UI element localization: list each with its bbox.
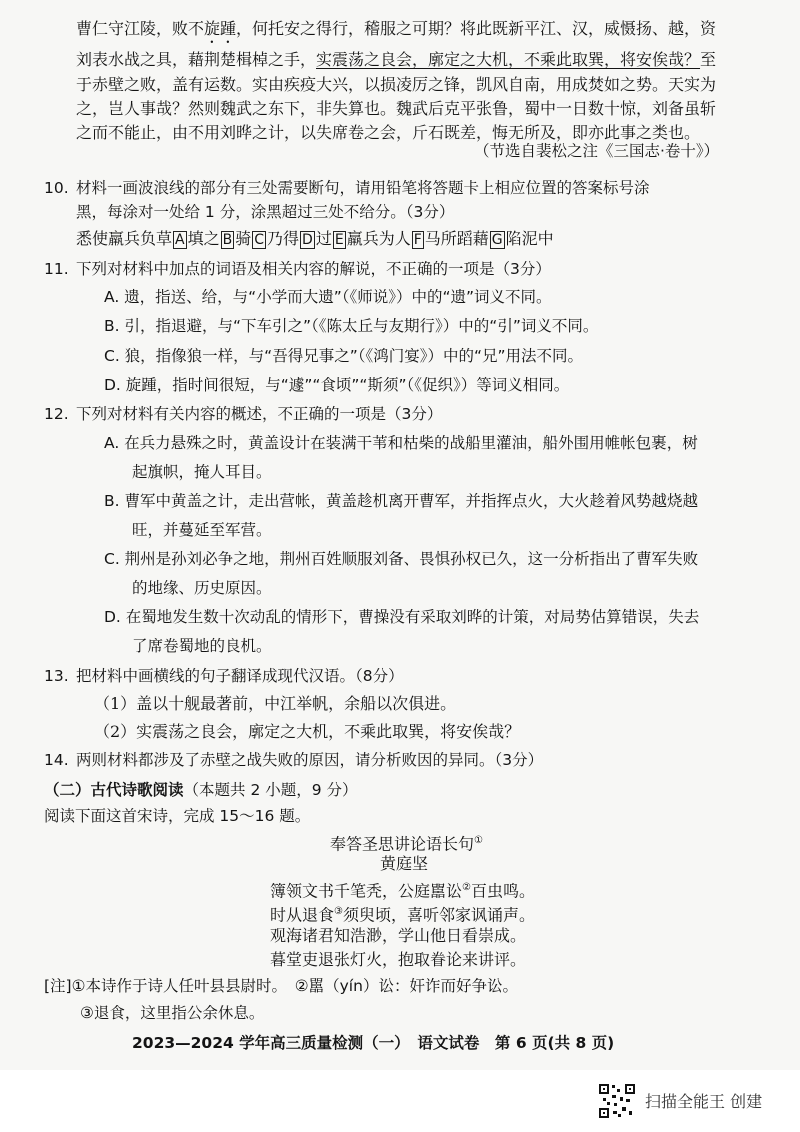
footnote-marker: ② xyxy=(462,882,471,893)
q10-sentence xyxy=(76,228,554,250)
poem-note-2: ③退食，这里指公余休息。 xyxy=(80,1004,265,1022)
poem-title xyxy=(330,830,483,855)
section-title: （二）古代诗歌阅读 xyxy=(44,781,184,799)
q13-sentence-1: （1）盖以十舰最著前，中江举帆，余船以次俱进。 xyxy=(94,694,457,713)
poetry-intro: 阅读下面这首宋诗，完成 15～16 题。 xyxy=(44,807,311,825)
q10-stem-line-1: 材料一画波浪线的部分有三处需要断句，请用铅笔将答题卡上相应位置的答案标号涂 xyxy=(76,179,650,197)
break-marker-g: G xyxy=(491,232,503,248)
segment: 乃得 xyxy=(267,229,300,248)
segment: 悉使羸兵负草 xyxy=(76,229,173,248)
poem-text: 簿领文书千笔秃，公庭嚚讼 xyxy=(270,881,463,901)
passage-line-1 xyxy=(76,18,716,47)
poem-note-1: [注]①本诗作于诗人任叶县县尉时。 ②嚚（yín）讼：奸诈而好争讼。 xyxy=(44,977,518,995)
q12-option-d-line-1: D. 在蜀地发生数十次动乱的情形下，曹操没有采取刘晔的计策，对局势估算错误，失去 xyxy=(104,608,700,626)
q12-option-b-line-1: B. 曹军中黄盖之计，走出营帐，黄盖趁机离开曹军，并指挥点火，大火趁着风势越烧越 xyxy=(104,492,698,510)
passage-line-5: 之而不能止，由不用刘晔之计，以失席卷之会，斤石既差，悔无所及，即亦此事之类也。 xyxy=(76,123,701,142)
q11-option-d: D. 旋踵，指时间很短，与“遽”“食顷”“斯须”（《促织》）等词义相同。 xyxy=(104,376,570,394)
passage-text: ，何托安之得行，稽服之可期？将此既新平江、汉，威慑扬、越，资 xyxy=(236,19,717,38)
page-footer: 2023—2024 学年高三质量检测（一） 语文试卷 第 6 页(共 8 页) xyxy=(132,1034,615,1052)
q13-number: 13. xyxy=(44,667,69,685)
passage-text: 曹仁守江陵，败不 xyxy=(76,19,205,38)
segment: 填之 xyxy=(187,229,220,248)
passage-text: 刘表水战之具，藉荆楚楫棹之手， xyxy=(76,50,317,69)
break-marker-e: E xyxy=(334,232,344,248)
q12-option-c-line-1: C. 荆州是孙刘必争之地，荆州百姓顺服刘备、畏惧孙权已久，这一分析指出了曹军失败 xyxy=(104,550,699,568)
scanner-watermark-label: 扫描全能王 创建 xyxy=(645,1092,763,1111)
poem-text: 须臾顷，喜听邻家讽诵声。 xyxy=(342,905,535,925)
break-marker-c: C xyxy=(254,232,265,248)
q12-number: 12. xyxy=(44,405,69,423)
q11-option-c: C. 狼，指像狼一样，与“吾得兄事之”（《鸿门宴》）中的“兄”用法不同。 xyxy=(104,347,584,365)
footnote-marker: ③ xyxy=(334,906,343,917)
q12-option-b-line-2: 旺，并蔓延至军营。 xyxy=(132,521,272,539)
q10-number: 10. xyxy=(44,179,69,197)
dotted-word: 旋踵 xyxy=(204,19,237,38)
q14-number: 14. xyxy=(44,751,69,769)
underlined-sentence: 实震荡之良会，廓定之大机，不乘此取巽，将安俟哉？ xyxy=(316,50,701,69)
poem-line-4: 暮堂吏退张灯火，抱取眷论来讲评。 xyxy=(270,950,527,969)
segment: 马所蹈藉 xyxy=(424,229,489,248)
q11-number: 11. xyxy=(44,260,69,278)
segment: 骑 xyxy=(235,229,252,248)
q12-option-a-line-2: 起旗帜，掩人耳目。 xyxy=(132,463,272,481)
break-marker-f: F xyxy=(413,232,422,248)
passage-text: 至 xyxy=(700,50,717,69)
break-marker-d: D xyxy=(302,232,313,248)
passage-line-2 xyxy=(76,49,716,71)
qr-code-icon xyxy=(598,1083,636,1119)
q11-option-b: B. 引，指退避，与“下车引之”（《陈太丘与友期行》）中的“引”词义不同。 xyxy=(104,317,599,335)
passage-line-3: 于赤壁之败，盖有运数。实由疾疫大兴，以损凌厉之锋，凯风自南，用成焚如之势。天实为 xyxy=(76,75,717,94)
q14-stem: 两则材料都涉及了赤壁之战失败的原因，请分析败因的异同。（3分） xyxy=(76,751,544,769)
break-marker-b: B xyxy=(222,232,233,248)
q10-stem-line-2: 黑，每涂对一处给 1 分，涂黑超过三处不给分。（3分） xyxy=(76,203,455,221)
q11-stem: 下列对材料中加点的词语及相关内容的解说，不正确的一项是（3分） xyxy=(76,260,551,278)
break-marker-a: A xyxy=(175,232,185,248)
q12-stem: 下列对材料有关内容的概述，不正确的一项是（3分） xyxy=(76,405,443,423)
poem-text: 百虫鸣。 xyxy=(470,881,535,901)
poem-author: 黄庭坚 xyxy=(380,854,429,873)
passage-source: （节选自裴松之注《三国志·卷十》） xyxy=(474,142,720,160)
q12-option-d-line-2: 了席卷蜀地的良机。 xyxy=(132,637,272,655)
q12-option-c-line-2: 的地缘、历史原因。 xyxy=(132,579,272,597)
segment: 陷泥中 xyxy=(505,229,554,248)
segment: 羸兵为人 xyxy=(346,229,411,248)
q13-stem: 把材料中画横线的句子翻译成现代汉语。（8分） xyxy=(76,667,404,685)
q11-option-a: A. 遗，指送、给，与“小学而大遗”（《师说》）中的“遗”词义不同。 xyxy=(104,288,552,306)
section-heading xyxy=(44,779,358,801)
poem-text: 时从退食 xyxy=(270,905,335,925)
poem-line-2 xyxy=(270,901,535,926)
segment: 过 xyxy=(315,229,332,248)
poem-line-1 xyxy=(270,877,535,902)
q13-sentence-2: （2）实震荡之良会，廓定之大机，不乘此取巽，将安俟哉？ xyxy=(94,722,521,741)
section-note: （本题共 2 小题，9 分） xyxy=(183,781,358,799)
poem-title-text: 奉答圣思讲论语长句 xyxy=(330,834,475,854)
q12-option-a-line-1: A. 在兵力悬殊之时，黄盖设计在装满干苇和枯柴的战船里灌油，船外围用帷帐包裹，树 xyxy=(104,434,698,452)
footnote-marker: ① xyxy=(474,835,483,846)
passage-line-4: 之，岂人事哉？然则魏武之东下，非失算也。魏武后克平张鲁，蜀中一日数十惊，刘备虽斩 xyxy=(76,99,717,118)
poem-line-3: 观海诸君知浩渺，学山他日看崇成。 xyxy=(270,926,527,945)
